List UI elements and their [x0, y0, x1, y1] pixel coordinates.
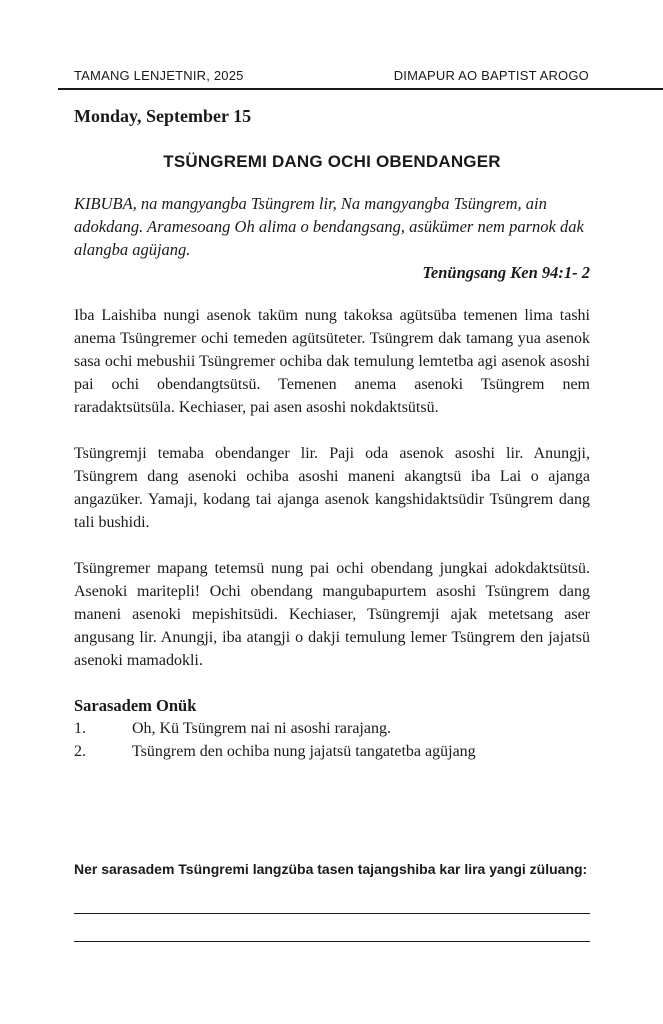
list-number: 1. [74, 720, 86, 737]
page-header [74, 68, 589, 83]
body-paragraph: Iba Laishiba nungi asenok taküm nung takoksa agütsüba temenen lima tashi anema Tsüngremer ochi temeden agütsüteter. Tsüngrem dak tamang yua asenok sasa ochi mebushii Tsüngremer ochiba dak temulung lemtetba agi asenok asoshi pai ochi obendangtsütsü. Temenen anema asenoki Tsüngrem nem raradaktsütsüla. Kechiaser, pai asen asoshi nokdaktsütsü. [74, 307, 590, 416]
writing-line [74, 941, 590, 942]
header-rule [58, 88, 663, 90]
list-text: Tsüngrem den ochiba nung jajatsü tangatetba agüjang [132, 743, 476, 760]
list-item [74, 740, 590, 763]
body-paragraph: Tsüngremji temaba obendanger lir. Paji oda asenok asoshi lir. Anungji, Tsüngrem dang asenoki ochiba asoshi maneni akangtsü iba Lai o ajanga angazüker. Yamaji, kodang tai ajanga asenok kangshidaktsüdir Tsüngrem dang tali bushidi. [74, 445, 590, 531]
devotion-title: TSÜNGREMI DANG OCHI OBENDANGER [163, 152, 501, 171]
scripture-reference: Tenüngsang Ken 94:1- 2 [422, 263, 590, 282]
list-item [74, 717, 590, 740]
list-text: Oh, Kü Tsüngrem nai ni asoshi rarajang. [132, 720, 391, 737]
prayer-heading: Sarasadem Onük [74, 696, 197, 715]
date-heading: Monday, September 15 [74, 106, 252, 126]
prayer-list [74, 717, 590, 763]
list-number: 2. [74, 743, 86, 760]
body-paragraph: Tsüngremer mapang tetemsü nung pai ochi obendang jungkai adokdaktsütsü. Asenoki maritepli! Ochi obendang mangubapurtem asoshi Tsüngrem dang maneni asenoki mepishitsüdi. Kechiaser, Tsüngremji ajak metetsang aser angusang lir. Anungji, iba atangji o dakji temulung lemer Tsüngrem den jajatsü asenoki mamadokli. [74, 560, 590, 669]
header-right: DIMAPUR AO BAPTIST AROGO [393, 68, 589, 83]
scripture-verse: KIBUBA, na mangyangba Tsüngrem lir, Na mangyangba Tsüngrem, ain adokdang. Aramesoang Oh alima o bendangsang, asükümer nem parnok dak alangba agüjang. [74, 194, 584, 259]
header-left: TAMANG LENJETNIR, 2025 [74, 68, 244, 83]
page-body [74, 104, 590, 763]
prayer-prompt: Ner sarasadem Tsüngremi langzüba tasen tajangshiba kar lira yangi züluang: [74, 861, 588, 877]
writing-line [74, 913, 590, 914]
